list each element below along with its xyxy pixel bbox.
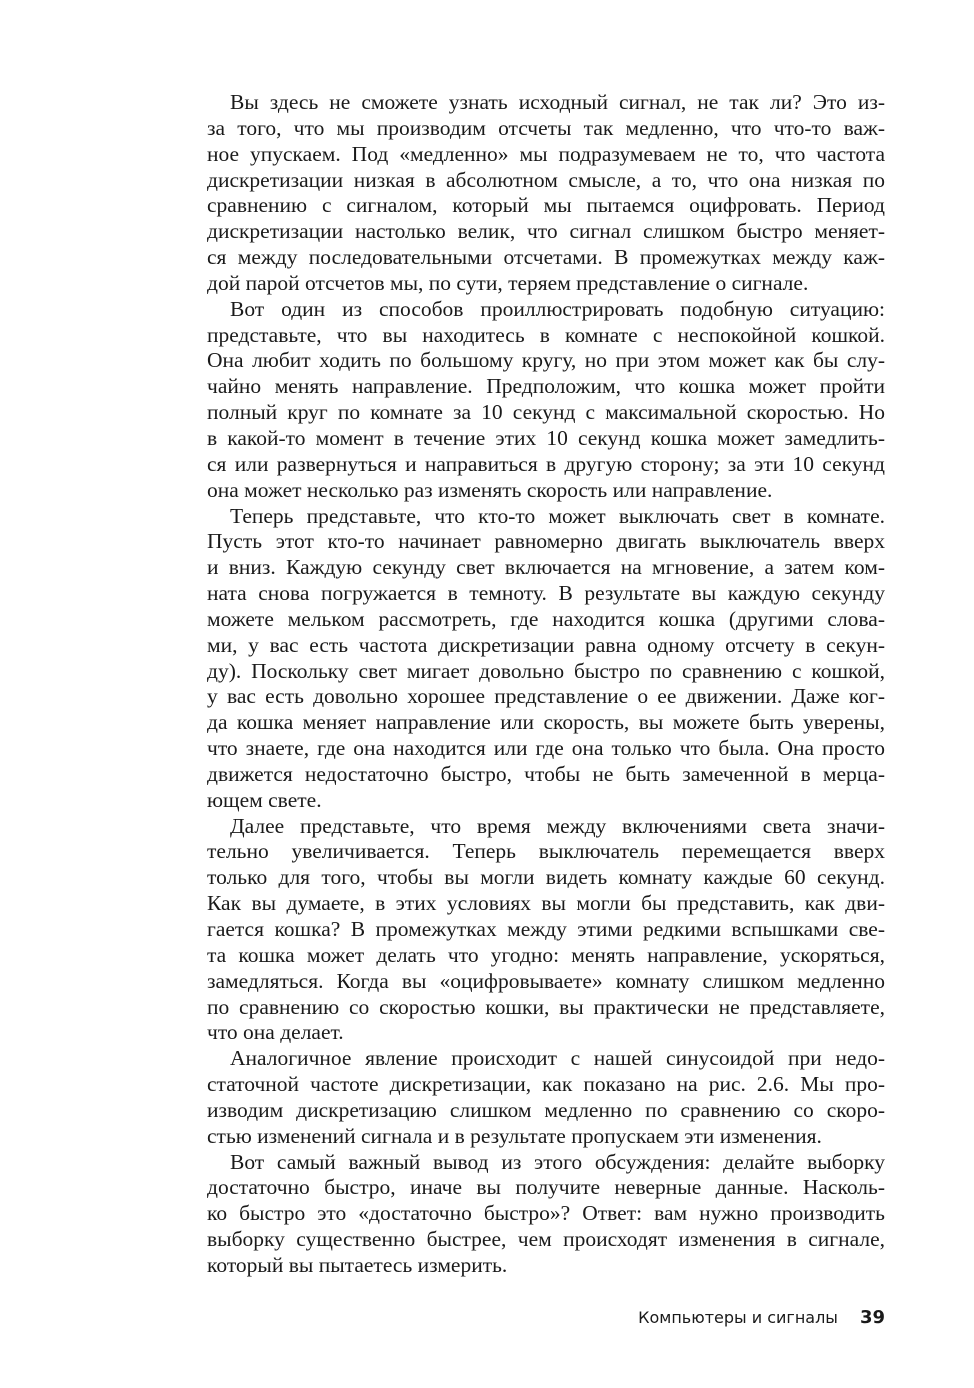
text-line: ду). Поскольку свет мигает довольно быстро по сравнению с кошкой,	[207, 658, 885, 683]
text-line: движется недостаточно быстро, чтобы не быть замеченной в мерца-	[207, 761, 885, 786]
text-line: тельно увеличивается. Теперь выключатель перемещается вверх	[207, 839, 885, 864]
text-line: выборку существенно быстрее, чем происходят изменения в сигнале,	[207, 1227, 885, 1252]
text-line: что знаете, где она находится или где она только что была. Она просто	[207, 736, 885, 761]
paragraph	[207, 504, 885, 814]
paragraph	[207, 90, 885, 297]
running-title: Компьютеры и сигналы	[638, 1308, 838, 1327]
text-line: статочной частоте дискретизации, как показано на рис. 2.6. Мы про-	[207, 1072, 885, 1097]
text-line: Вот один из способов проиллюстрировать подобную ситуацию:	[230, 296, 885, 321]
paragraph	[207, 1150, 885, 1279]
text-line: что она делает.	[207, 1020, 344, 1045]
paragraph	[207, 1046, 885, 1149]
text-line: по сравнению со скоростью кошки, вы практически не представляете,	[207, 994, 885, 1019]
body-text	[207, 90, 885, 1279]
text-line: дискретизации настолько велик, что сигнал слишком быстро меняет-	[207, 219, 885, 244]
text-line: чайно менять направление. Предположим, что кошка может пройти	[207, 374, 885, 399]
page-number: 39	[859, 1307, 885, 1328]
text-line: ся или развернуться и направиться в другую сторону; за эти 10 секунд	[207, 451, 885, 476]
text-line: да кошка меняет направление или скорость, вы можете быть уверены,	[207, 710, 885, 735]
paragraph	[207, 297, 885, 504]
text-line: ми, у вас есть частота дискретизации равна одному отсчету в секун-	[207, 632, 885, 657]
text-line: представьте, что вы находитесь в комнате с неспокойной кошкой.	[207, 322, 885, 347]
text-line: у вас есть довольно хорошее представление о ее движении. Даже ког-	[207, 684, 885, 709]
text-line: Пусть этот кто-то начинает равномерно двигать выключатель вверх	[207, 529, 885, 554]
text-line: замедляться. Когда вы «оцифровываете» комнату слишком медленно	[207, 968, 885, 993]
text-line: достаточно быстро, иначе вы получите неверные данные. Насколь-	[207, 1175, 885, 1200]
text-line: полный круг по комнате за 10 секунд с максимальной скоростью. Но	[207, 400, 885, 425]
text-line: только для того, чтобы вы могли видеть комнату каждые 60 секунд.	[207, 865, 885, 890]
page-footer	[638, 1307, 885, 1328]
text-line: в какой-то момент в течение этих 10 секунд кошка может замедлить-	[207, 425, 885, 450]
text-line: Вот самый важный вывод из этого обсуждения: делайте выборку	[230, 1149, 885, 1174]
text-line: ся между последовательными отсчетами. В промежутках между каж-	[207, 245, 885, 270]
text-line: ющем свете.	[207, 787, 322, 812]
text-line: та кошка может делать что угодно: менять направление, ускоряться,	[207, 942, 885, 967]
text-line: дискретизации низкая в абсолютном смысле, а то, что она низкая по	[207, 167, 885, 192]
text-line: Аналогичное явление происходит с нашей синусоидой при недо-	[230, 1046, 885, 1071]
text-line: дой парой отсчетов мы, по сути, теряем представление о сигнале.	[207, 270, 809, 295]
text-line: ната снова погружается в темноту. В результате вы каждую секунду	[207, 581, 885, 606]
text-line: стью изменений сигнала и в результате пропускаем эти изменения.	[207, 1123, 822, 1148]
text-line: за того, что мы производим отсчеты так медленно, что что-то важ-	[207, 115, 885, 140]
text-line: Как вы думаете, в этих условиях вы могли бы представить, как дви-	[207, 891, 885, 916]
text-line: ное упускаем. Под «медленно» мы подразумеваем не то, что частота	[207, 141, 885, 166]
text-line: изводим дискретизацию слишком медленно по сравнению со скоро-	[207, 1097, 885, 1122]
text-line: ко быстро это «достаточно быстро»? Ответ: вам нужно производить	[207, 1201, 885, 1226]
text-line: и вниз. Каждую секунду свет включается на мгновение, а затем ком-	[207, 555, 885, 580]
text-line: который вы пытаетесь измерить.	[207, 1252, 508, 1277]
text-line: Она любит ходить по большому кругу, но при этом может как бы слу-	[207, 348, 885, 373]
text-line: можете мельком рассмотреть, где находится кошка (другими слова-	[207, 606, 885, 631]
text-line: Теперь представьте, что кто-то может выключать свет в комнате.	[230, 503, 885, 528]
text-line: Вы здесь не сможете узнать исходный сигнал, не так ли? Это из-	[230, 90, 885, 114]
text-line: она может несколько раз изменять скорость или направление.	[207, 477, 773, 502]
text-line: Далее представьте, что время между включениями света значи-	[230, 813, 885, 838]
paragraph	[207, 814, 885, 1047]
text-line: сравнению с сигналом, который мы пытаемся оцифровать. Период	[207, 193, 885, 218]
text-line: гается кошка? В промежутках между этими редкими вспышками све-	[207, 917, 885, 941]
